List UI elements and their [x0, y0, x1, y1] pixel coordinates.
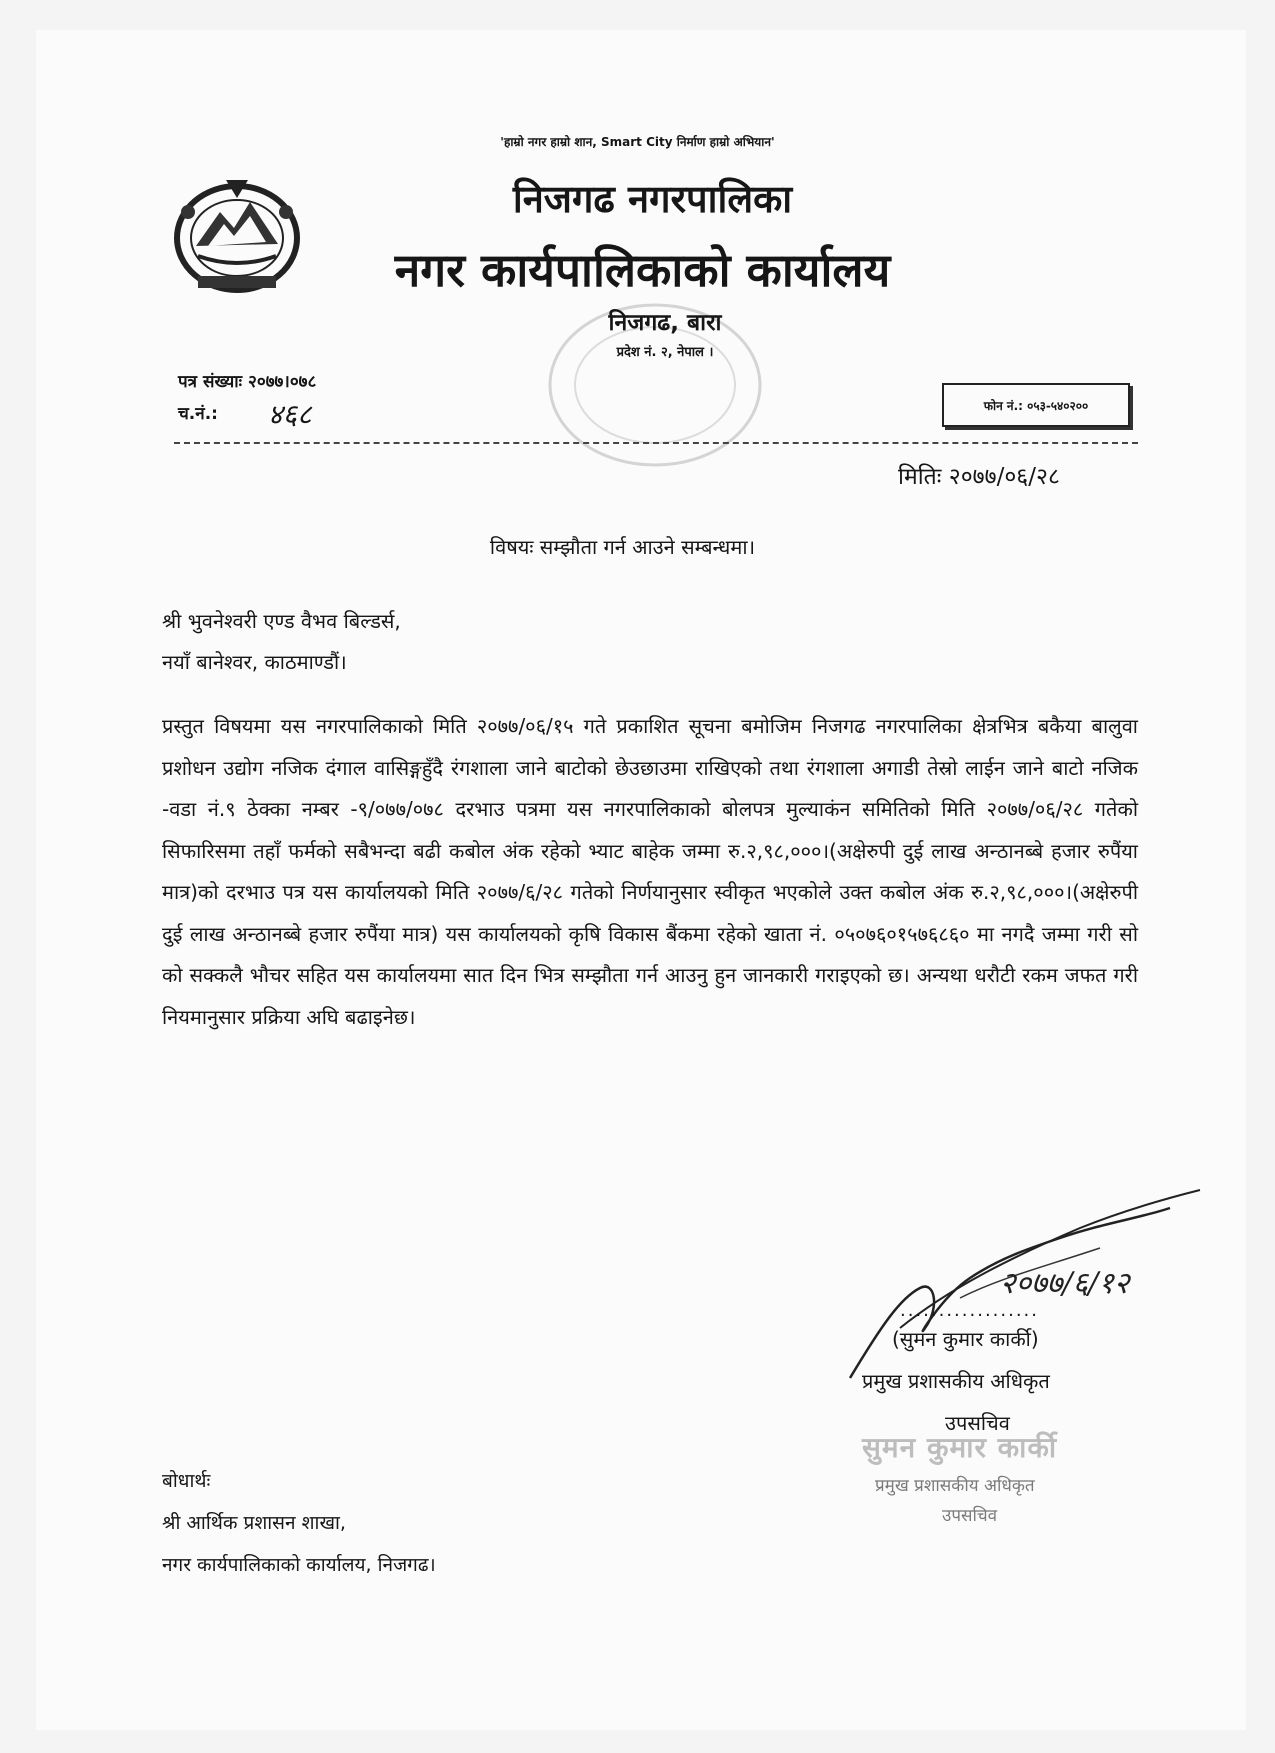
stamp-rank: उपसचिव — [942, 1506, 998, 1526]
phone-number-box — [942, 383, 1130, 427]
dispatch-number-value: ४६८ — [268, 398, 312, 431]
province-line: प्रदेश नं. २, नेपाल । — [616, 345, 714, 360]
office-location: निजगढ, बारा — [608, 310, 722, 336]
copy-to-label: बोधार्थः — [162, 1470, 211, 1492]
letter-subject: विषयः सम्झौता गर्न आउने सम्बन्धमा। — [489, 535, 756, 559]
signature-line: .................. — [900, 1300, 1039, 1321]
letter-number: पत्र संख्याः २०७७।०७८ — [178, 372, 317, 392]
stamp-title: प्रमुख प्रशासकीय अधिकृत — [875, 1476, 1035, 1496]
office-name: नगर कार्यपालिकाको कार्यालय — [394, 243, 891, 297]
copy-to-recipient: श्री आर्थिक प्रशासन शाखा, — [162, 1512, 346, 1534]
stamp-name: सुमन कुमार कार्की — [862, 1431, 1058, 1464]
header-divider — [174, 442, 1138, 444]
slogan: 'हाम्रो नगर हाम्रो शान, Smart City निर्माण हाम्रो अभियान' — [500, 135, 775, 149]
addressee-block — [162, 601, 401, 683]
copy-to-block — [162, 1460, 436, 1586]
phone-number: फोन नं.: ०५३-५४०२०० — [983, 398, 1089, 413]
signatory-name: (सुमन कुमार कार्की) — [892, 1327, 1039, 1351]
signatory-rank: उपसचिव — [945, 1411, 1010, 1435]
copy-to-office: नगर कार्यपालिकाको कार्यालय, निजगढ। — [162, 1554, 436, 1576]
signatory-title: प्रमुख प्रशासकीय अधिकृत — [862, 1369, 1050, 1393]
letter-body: प्रस्तुत विषयमा यस नगरपालिकाको मिति २०७७/०६/१५ गते प्रकाशित सूचना बमोजिम निजगढ नगरपालिका क्षेत्रभित्र बकैया बालुवा प्रशोधन उद्योग नजिक दंगाल वासिङ्गहुँदै रंगशाला जाने बाटोको छेउछाउमा राखिएको तथा रंगशाला अगाडी तेस्रो लाईन जाने बाटो नजिक -वडा नं.९ ठेक्का नम्बर -९/०७७/०७८ दरभाउ पत्रमा यस नगरपालिकाको बोलपत्र मुल्याकंन समितिको मिति २०७७/०६/२८ गतेको सिफारिसमा तहाँ फर्मको सबैभन्दा बढी कबोल अंक रहेको भ्याट बाहेक जम्मा रु.२,९८,०००।(अक्षेरुपी दुई लाख अन्ठानब्बे हजार रुपैंया मात्र)को दरभाउ पत्र यस कार्यालयको मिति २०७७/६/२८ गतेको निर्णयानुसार स्वीकृत भएकोले उक्त कबोल अंक रु.२,९८,०००।(अक्षेरुपी दुई लाख अन्ठानब्बे हजार रुपैंया मात्र) यस कार्यालयको कृषि विकास बैंकमा रहेको खाता नं. ०५०७६०१५७६८६० मा नगदै जम्मा गरी सो को सक्कलै भौचर सहित यस कार्यालयमा सात दिन भित्र सम्झौता गर्न आउनु हुन जानकारी गराइएको छ। अन्यथा धरौटी रकम जफत गरी नियमानुसार प्रक्रिया अघि बढाइनेछ। — [162, 714, 1138, 1029]
handwritten-signature — [840, 1178, 1230, 1388]
addressee-address: नयाँ बानेश्वर, काठमाण्डौं। — [162, 650, 347, 674]
letter-date: मितिः २०७७/०६/२८ — [898, 464, 1060, 490]
municipality-name: निजगढ नगरपालिका — [512, 177, 793, 221]
dispatch-number-label: च.नं.: — [178, 404, 218, 424]
addressee-name: श्री भुवनेश्वरी एण्ड वैभव बिल्डर्स, — [162, 609, 401, 633]
handwritten-date: २०७७/६/१२ — [1000, 1266, 1130, 1301]
